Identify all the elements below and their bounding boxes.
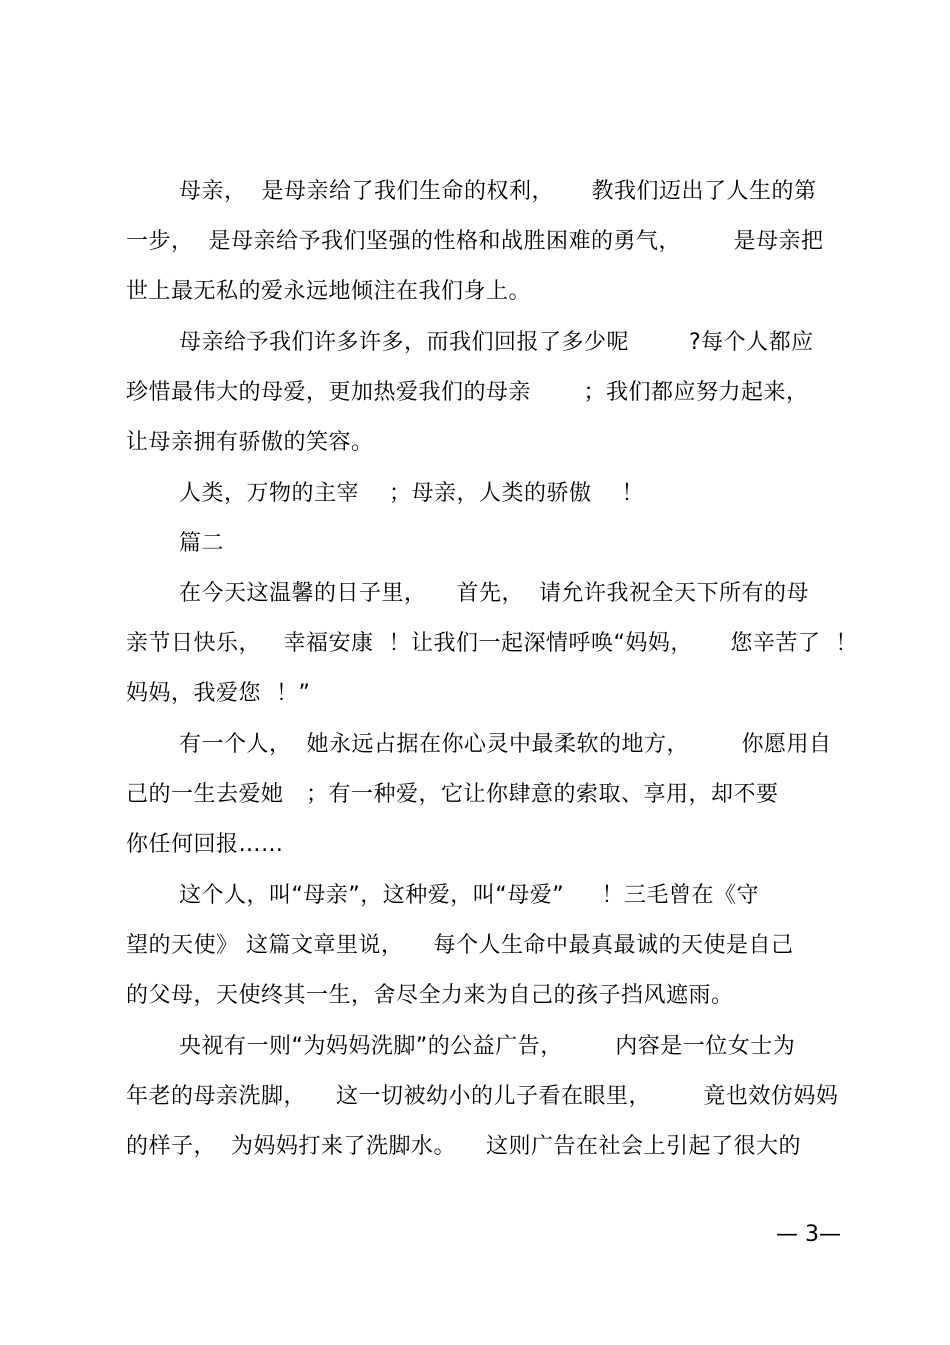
- paragraph-5-line-2: 己的一生去爱她 ；有一种爱，它让你肆意的索取、享用，却不要: [126, 782, 779, 807]
- paragraph-1-line-1: 母亲， 是母亲给了我们生命的权利， 教我们迈出了人生的第: [179, 179, 817, 204]
- page-number: — 3—: [776, 1222, 841, 1247]
- paragraph-2-line-3: 让母亲拥有骄傲的笑容。: [126, 430, 374, 455]
- paragraph-5-line-3: 你任何回报……: [126, 832, 284, 857]
- paragraph-1-line-2: 一步， 是母亲给予我们坚强的性格和战胜困难的勇气， 是母亲把: [126, 229, 824, 254]
- section-heading: 篇二: [179, 531, 225, 556]
- paragraph-5-line-1: 有一个人， 她永远占据在你心灵中最柔软的地方， 你愿用自: [179, 732, 832, 757]
- paragraph-7-line-1: 央视有一则“为妈妈洗脚”的公益广告， 内容是一位女士为: [179, 1034, 796, 1059]
- paragraph-7-line-2: 年老的母亲洗脚， 这一切被幼小的儿子看在眼里， 竟也效仿妈妈: [126, 1084, 839, 1109]
- paragraph-3-line-1: 人类，万物的主宰 ；母亲，人类的骄傲 ！: [179, 481, 644, 506]
- paragraph-6-line-2: 望的天使》 这篇文章里说， 每个人生命中最真最诚的天使是自己: [126, 933, 794, 958]
- paragraph-2-line-2: 珍惜最伟大的母爱，更加热爱我们的母亲 ；我们都应努力起来，: [126, 380, 809, 405]
- paragraph-4-line-2: 亲节日快乐， 幸福安康 ！让我们一起深情呼唤“妈妈， 您辛苦了 ！: [126, 631, 858, 656]
- paragraph-6-line-1: 这个人，叫“母亲”，这种爱，叫“母爱” ！三毛曾在《守: [179, 883, 760, 908]
- paragraph-4-line-3: 妈妈，我爱您 ！”: [126, 681, 311, 706]
- paragraph-2-line-1: 母亲给予我们许多许多，而我们回报了多少呢 ?每个人都应: [179, 330, 814, 355]
- paragraph-4-line-1: 在今天这温馨的日子里， 首先， 请允许我祝全天下所有的母: [179, 581, 809, 606]
- paragraph-1-line-3: 世上最无私的爱永远地倾注在我们身上。: [126, 279, 532, 304]
- paragraph-6-line-3: 的父母，天使终其一生，舍尽全力来为自己的孩子挡风遮雨。: [126, 983, 734, 1008]
- paragraph-7-line-3: 的样子， 为妈妈打来了洗脚水。 这则广告在社会上引起了很大的: [126, 1134, 801, 1159]
